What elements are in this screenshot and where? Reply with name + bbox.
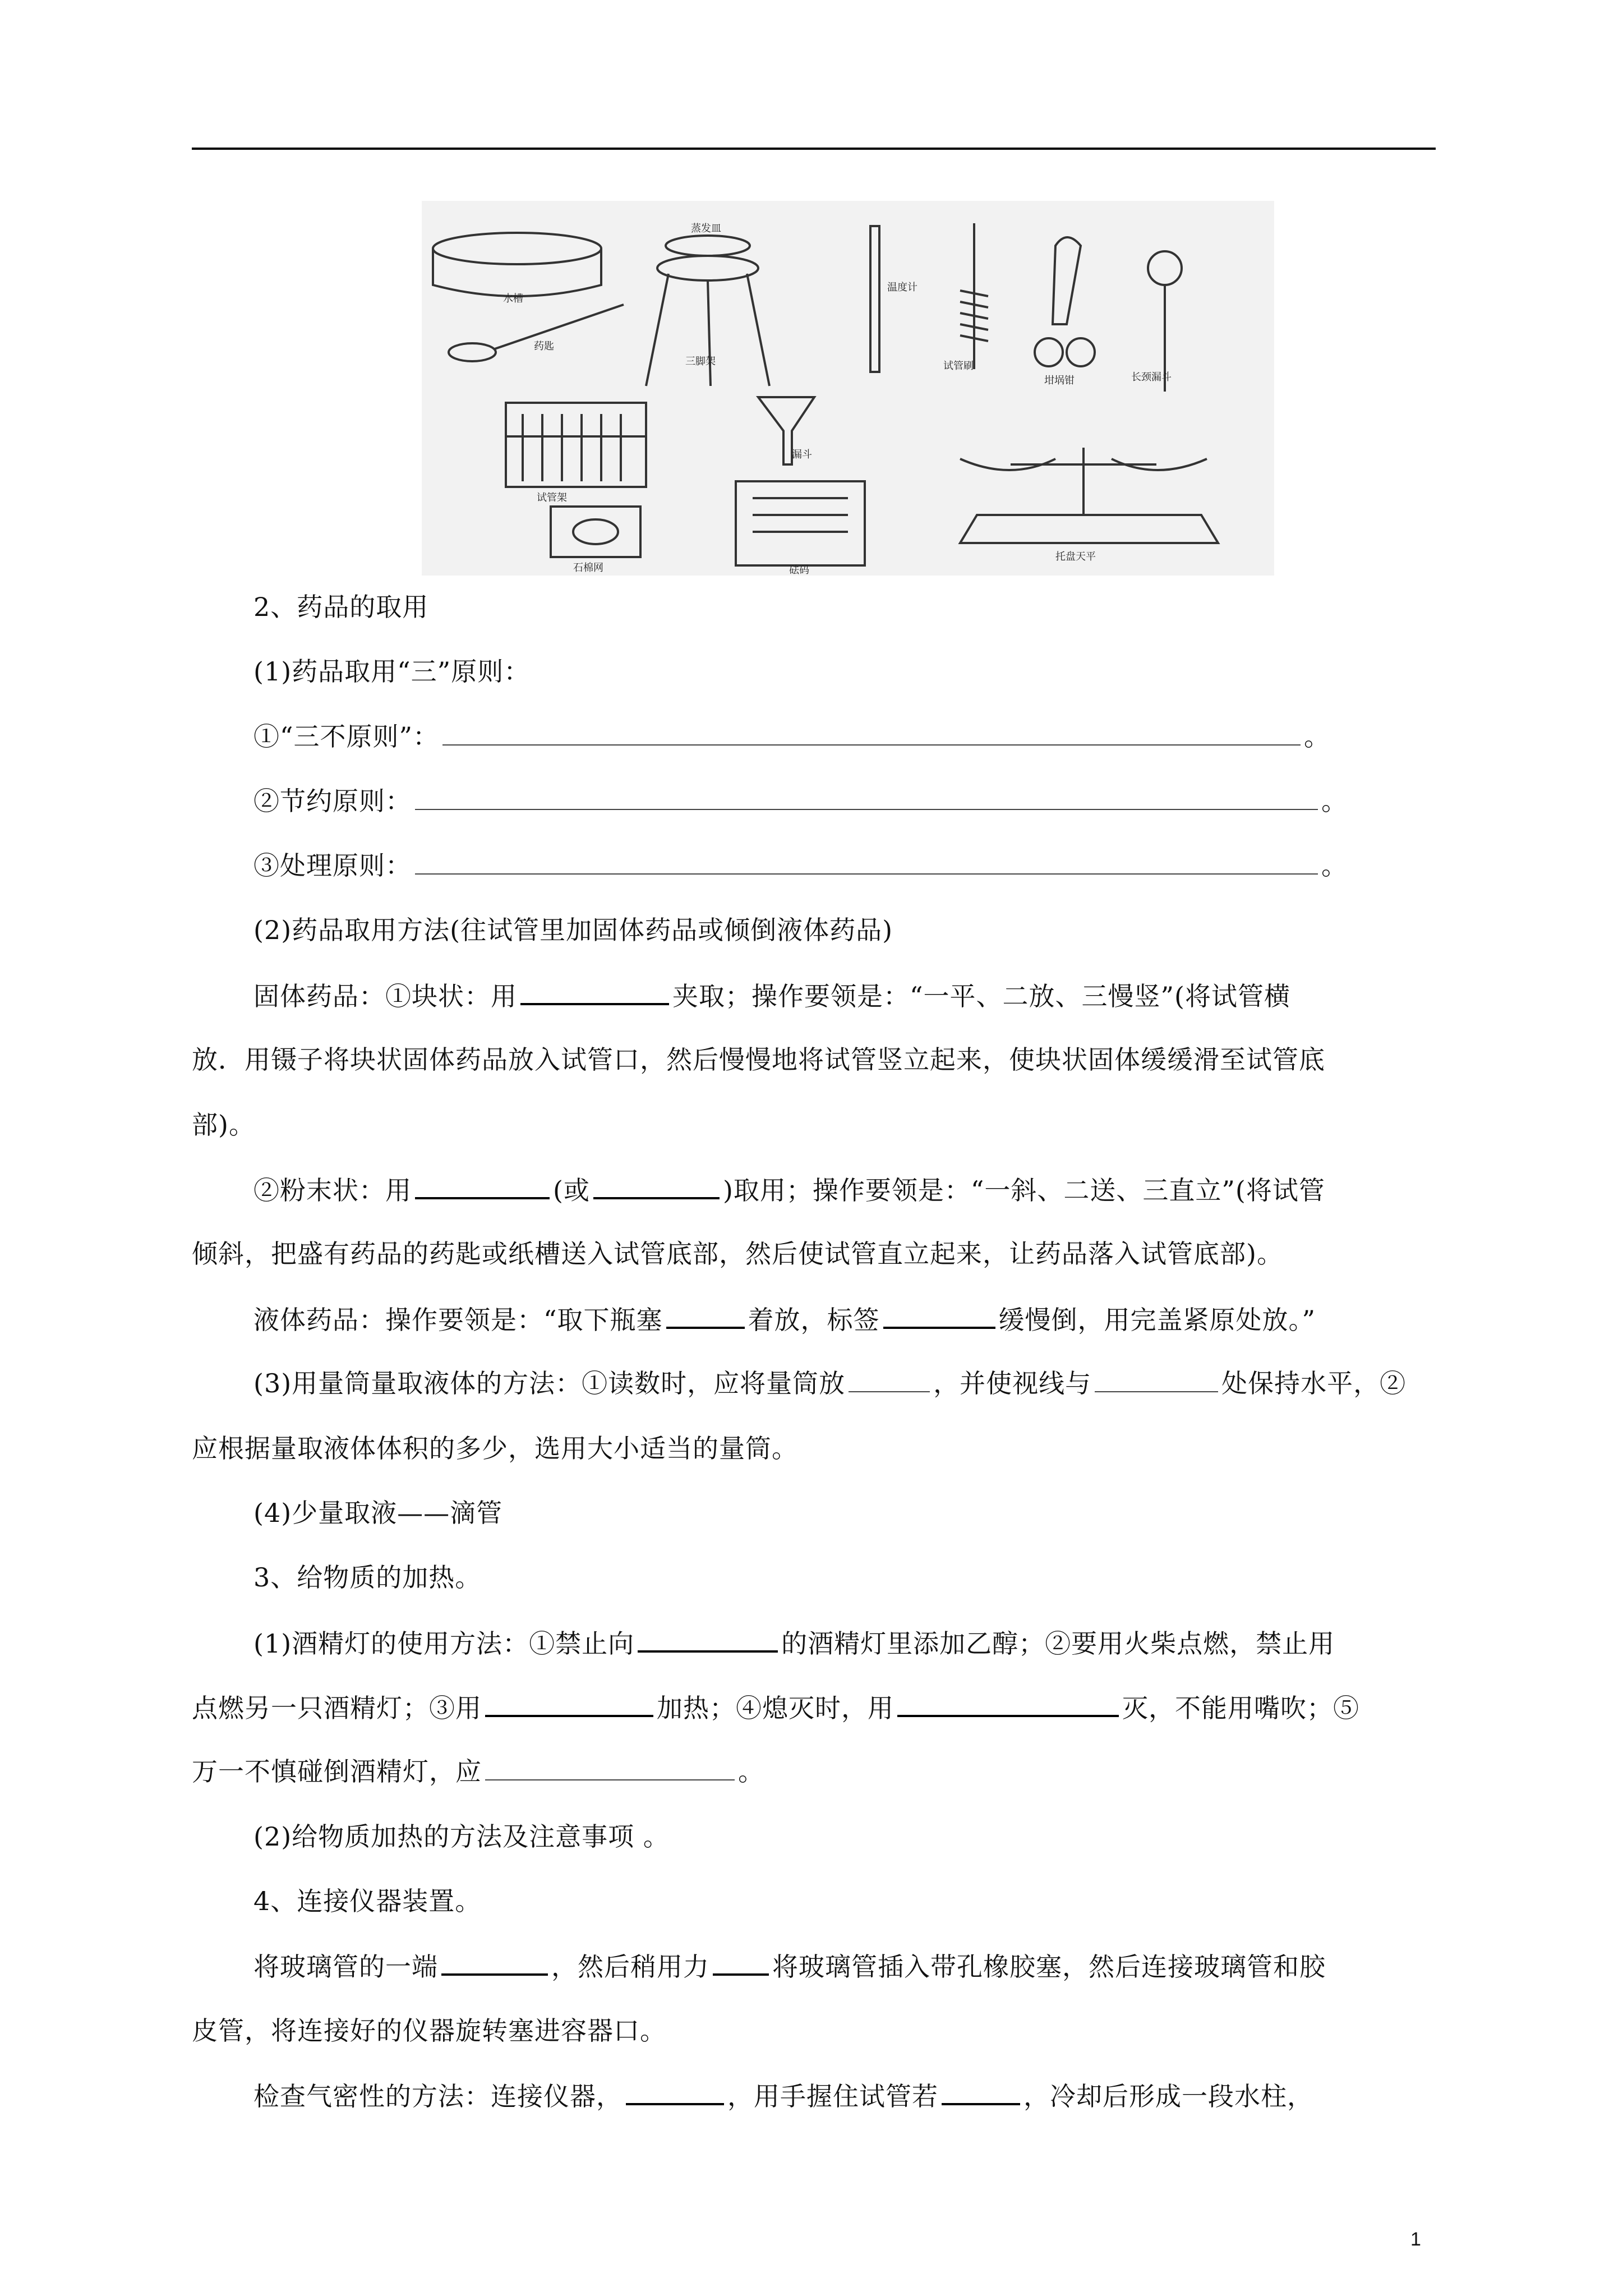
liquid-text-c: 缓慢倒，用完盖紧原处放。” — [998, 1305, 1316, 1335]
cylinder-text-a: (3)用量筒量取液体的方法：①读数时，应将量筒放 — [253, 1368, 846, 1398]
cylinder-text-c: 处保持水平，② — [1221, 1368, 1407, 1398]
rule-2-blank — [415, 784, 1318, 810]
section-2-1-heading: (1)药品取用“三”原则： — [253, 656, 531, 687]
liquid-line — [253, 1302, 1316, 1337]
lab-apparatus-figure — [422, 201, 1274, 576]
connect-text-a: 将玻璃管的一端 — [253, 1952, 438, 1982]
solid-blank — [520, 978, 669, 1005]
tongs-shape — [1053, 237, 1081, 324]
water-trough-shape — [433, 233, 601, 264]
test-tube-rack-shape — [506, 403, 646, 487]
water-trough-body — [433, 249, 601, 296]
connect-line-1 — [253, 1949, 1326, 1984]
asbestos-net-shape — [551, 507, 640, 557]
label-medicine-spoon: 药匙 — [534, 341, 554, 352]
connect-line-2: 皮管，将连接好的仪器旋转塞进容器口。 — [192, 2016, 666, 2046]
rule-3-prefix: ③处理原则： — [253, 850, 412, 881]
header-rule — [192, 148, 1436, 150]
label-balance: 托盘天平 — [1055, 551, 1096, 563]
label-evaporating-dish: 蒸发皿 — [691, 223, 721, 234]
solid-line-1 — [253, 978, 1290, 1013]
thermometer-shape — [870, 226, 879, 372]
page-number: 1 — [1410, 2229, 1421, 2250]
powder-text-a: ②粉末状：用 — [253, 1175, 412, 1205]
spoon-shape — [449, 343, 496, 361]
label-weights: 砝码 — [789, 564, 809, 576]
powder-text-b: (或 — [553, 1175, 590, 1205]
rule-1-period: 。 — [1304, 721, 1331, 752]
connect-text-b: ，然后稍用力 — [551, 1952, 709, 1982]
connect-text-c: 将玻璃管插入带孔橡胶塞，然后连接玻璃管和胶 — [772, 1952, 1326, 1982]
label-tripod: 三脚架 — [685, 356, 716, 367]
weights-box-shape — [736, 481, 865, 565]
section-2-title: 2、药品的取用 — [253, 592, 429, 622]
rule-3-blank — [415, 849, 1318, 875]
connect-blank-1 — [441, 1949, 548, 1976]
apparatus-illustration — [422, 201, 1274, 576]
lamp2-text-b: 加热；④熄灭时，用 — [657, 1693, 894, 1723]
cylinder-line-1 — [253, 1366, 1406, 1400]
airtight-blank-2 — [942, 2078, 1020, 2105]
heating-method-heading: (2)给物质加热的方法及注意事项 。 — [253, 1821, 670, 1852]
lamp-blank-1 — [638, 1626, 778, 1653]
section-2-2-heading: (2)药品取用方法(往试管里加固体药品或倾倒液体药品) — [253, 915, 893, 945]
lamp3-text-b: 。 — [738, 1756, 764, 1787]
rule-2-prefix: ②节约原则： — [253, 786, 412, 816]
powder-blank-2 — [593, 1172, 720, 1199]
airtight-text-b: ，用手握住试管若 — [727, 2081, 938, 2111]
airtight-text-a: 检查气密性的方法：连接仪器， — [253, 2081, 623, 2111]
section-3-title: 3、给物质的加热。 — [253, 1562, 482, 1593]
label-long-neck-funnel: 长颈漏斗 — [1131, 371, 1172, 383]
label-crucible-tongs: 坩埚钳 — [1044, 375, 1075, 386]
rule-2-period: 。 — [1321, 786, 1348, 816]
cylinder-text-b: ，并使视线与 — [933, 1368, 1092, 1398]
powder-text-c: )取用；操作要领是：“一斜、二送、三直立”(将试管 — [722, 1175, 1325, 1205]
label-test-tube-rack: 试管架 — [537, 492, 567, 504]
lamp3-text-a: 万一不慎碰倒酒精灯，应 — [192, 1756, 482, 1787]
lamp-blank-3 — [897, 1690, 1119, 1717]
label-asbestos-net: 石棉网 — [573, 562, 603, 574]
label-funnel: 漏斗 — [792, 449, 812, 461]
evaporating-dish-shape — [666, 236, 750, 256]
airtight-text-c: ，冷却后形成一段水柱， — [1023, 2081, 1313, 2111]
liquid-text-b: 着放，标签 — [748, 1305, 880, 1335]
powder-line-1 — [253, 1172, 1325, 1207]
solid-line-2: 放．用镊子将块状固体药品放入试管口，然后慢慢地将试管竖立起来，使块状固体缓缓滑至试管底 — [192, 1045, 1325, 1075]
tripod-ring — [657, 256, 758, 280]
rule-3-period: 。 — [1321, 850, 1348, 881]
lamp2-text-c: 灭，不能用嘴吹；⑤ — [1122, 1693, 1359, 1723]
airtightness-line — [253, 2078, 1313, 2113]
airtight-blank-1 — [626, 2078, 724, 2105]
solid-line-3: 部)。 — [192, 1110, 255, 1140]
lamp-line-2 — [192, 1690, 1359, 1725]
rule-3-line — [253, 849, 1348, 882]
liquid-blank-2 — [883, 1302, 995, 1329]
liquid-blank-1 — [666, 1302, 745, 1329]
lamp-blank-4 — [485, 1755, 735, 1780]
powder-line-2: 倾斜，把盛有药品的药匙或纸槽送入试管底部，然后使试管直立起来，让药品落入试管底部)。 — [192, 1239, 1283, 1269]
cylinder-blank-2 — [1095, 1366, 1218, 1392]
section-2-4-heading: (4)少量取液——滴管 — [253, 1498, 503, 1528]
lamp-text-b: 的酒精灯里添加乙醇；②要用火柴点燃，禁止用 — [781, 1628, 1335, 1659]
cylinder-blank-1 — [849, 1366, 930, 1392]
connect-blank-2 — [713, 1949, 769, 1976]
rule-1-line — [253, 720, 1330, 753]
liquid-text-a: 液体药品：操作要领是：“取下瓶塞 — [253, 1305, 663, 1335]
powder-blank-1 — [415, 1172, 550, 1199]
label-water-trough: 水槽 — [503, 293, 523, 305]
section-4-title: 4、连接仪器装置。 — [253, 1886, 482, 1916]
balance-base — [960, 515, 1218, 543]
solid-text-a: 固体药品：①块状：用 — [253, 981, 517, 1011]
label-thermometer: 温度计 — [887, 282, 917, 293]
cylinder-line-2: 应根据量取液体体积的多少，选用大小适当的量筒。 — [192, 1433, 798, 1464]
label-test-tube-brush: 试管刷 — [943, 360, 974, 372]
rule-2-line — [253, 784, 1348, 818]
lamp-line-3 — [192, 1755, 764, 1788]
rule-1-prefix: ①“三不原则”： — [253, 721, 440, 752]
solid-text-b: 夹取；操作要领是：“一平、二放、三慢竖”(将试管横 — [672, 981, 1290, 1011]
rule-1-blank — [442, 720, 1301, 746]
lamp2-text-a: 点燃另一只酒精灯；③用 — [192, 1693, 482, 1723]
lamp-blank-2 — [485, 1690, 653, 1717]
lamp-line-1 — [253, 1626, 1335, 1660]
lamp-text-a: (1)酒精灯的使用方法：①禁止向 — [253, 1628, 635, 1659]
long-funnel-shape — [1148, 251, 1182, 285]
